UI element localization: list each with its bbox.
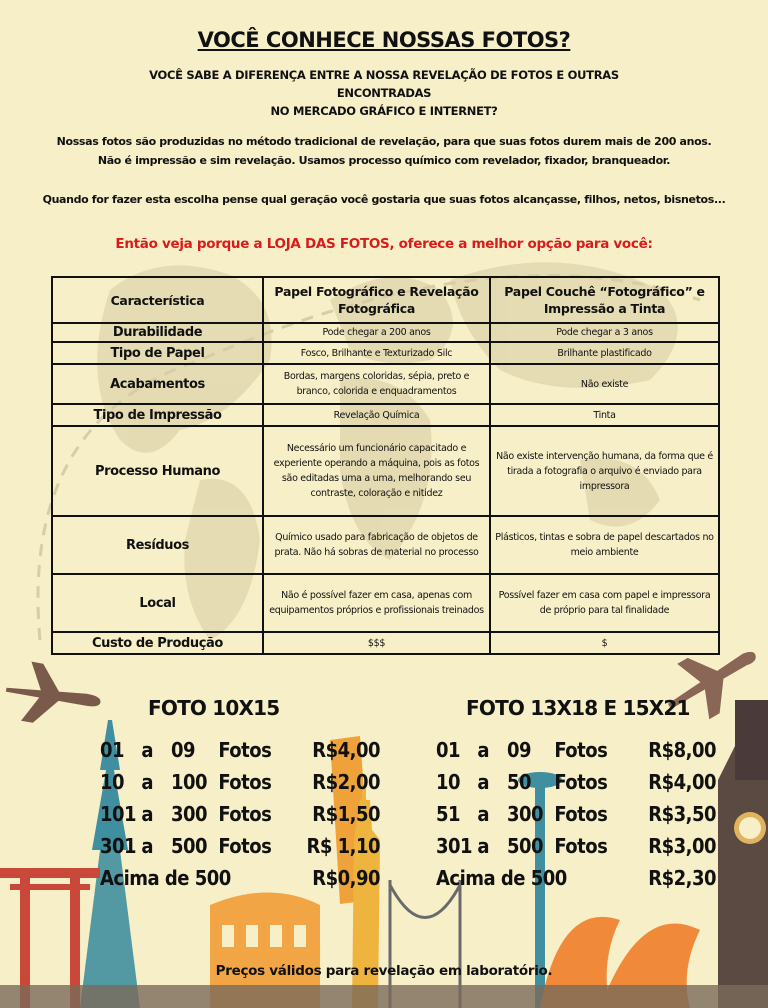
price-row	[100, 734, 380, 766]
price-row	[436, 798, 716, 830]
ink-cell: Pode chegar a 3 anos	[490, 323, 719, 342]
qty-to: 09	[506, 738, 532, 762]
table-row	[52, 364, 719, 404]
feature-cell: Acabamentos	[52, 364, 263, 404]
qty-from: 51	[436, 802, 461, 826]
qty-sep: a	[141, 834, 154, 858]
intro-line: Nossas fotos são produzidas no método tradicional de revelação, para que suas fotos durem mais de 200 anos.	[56, 135, 712, 148]
price-list-title: FOTO 10X15	[148, 696, 280, 720]
header-cell: Característica	[52, 277, 263, 323]
ink-cell: Brilhante plastificado	[490, 342, 719, 364]
qty-from: 301	[100, 834, 137, 858]
qty-to: 300	[506, 802, 544, 826]
photo-cell: Não é possível fazer em casa, apenas com equipamentos próprios e profissionais treinados	[263, 574, 490, 632]
page-title: VOCÊ CONHECE NOSSAS FOTOS?	[197, 28, 571, 52]
qty-unit: Fotos	[554, 834, 608, 858]
qty-to: 500	[170, 834, 208, 858]
highlight-callout: Então veja porque a LOJA DAS FOTOS, oferece a melhor opção para você:	[115, 236, 653, 252]
intro-paragraph	[40, 132, 728, 170]
above-label: Acima de 500	[100, 866, 231, 890]
subtitle-line: NO MERCADO GRÁFICO E INTERNET?	[270, 104, 498, 118]
price-row	[100, 798, 380, 830]
price-value: R$1,50	[312, 802, 380, 826]
price-value: R$ 1,10	[306, 834, 380, 858]
qty-sep: a	[477, 802, 490, 826]
price-row	[436, 830, 716, 862]
photo-cell: Bordas, margens coloridas, sépia, preto e branco, colorida e enquadramentos	[263, 364, 490, 404]
feature-cell: Durabilidade	[52, 323, 263, 342]
price-list-10x15	[100, 696, 380, 894]
price-row	[100, 766, 380, 798]
ink-cell: Possível fazer em casa com papel e impressora de próprio para tal finalidade	[490, 574, 719, 632]
price-value: R$4,00	[312, 738, 380, 762]
price-value: R$3,00	[648, 834, 716, 858]
qty-unit: Fotos	[218, 834, 272, 858]
qty-from: 101	[100, 802, 137, 826]
qty-unit: Fotos	[554, 738, 608, 762]
feature-cell: Tipo de Impressão	[52, 404, 263, 426]
feature-cell: Local	[52, 574, 263, 632]
qty-to: 09	[170, 738, 196, 762]
qty-sep: a	[477, 738, 490, 762]
qty-sep: a	[477, 834, 490, 858]
intro-line: Não é impressão e sim revelação. Usamos processo químico com revelador, fixador, branqueador.	[97, 154, 671, 167]
table-row	[52, 342, 719, 364]
qty-to: 100	[170, 770, 208, 794]
ink-cell: Não existe	[490, 364, 719, 404]
qty-from: 01	[436, 738, 461, 762]
qty-sep: a	[141, 802, 154, 826]
feature-cell: Tipo de Papel	[52, 342, 263, 364]
page-subtitle	[134, 66, 634, 120]
comparison-table	[51, 276, 720, 655]
qty-sep: a	[141, 738, 154, 762]
qty-from: 10	[436, 770, 461, 794]
table-row	[52, 323, 719, 342]
feature-cell: Custo de Produção	[52, 632, 263, 654]
price-list-title: FOTO 13X18 E 15X21	[466, 696, 690, 720]
price-row	[436, 766, 716, 798]
price-value: R$0,90	[312, 866, 380, 890]
price-row	[436, 734, 716, 766]
ink-cell: Plásticos, tintas e sobra de papel descartados no meio ambiente	[490, 516, 719, 574]
price-value: R$3,50	[648, 802, 716, 826]
photo-cell: $$$	[263, 632, 490, 654]
above-label: Acima de 500	[436, 866, 567, 890]
qty-sep: a	[141, 770, 154, 794]
qty-from: 301	[436, 834, 473, 858]
price-row-above	[436, 862, 716, 894]
table-row	[52, 574, 719, 632]
header-cell: Papel Couchê “Fotográfico” e Impressão a Tinta	[490, 277, 719, 323]
price-value: R$4,00	[648, 770, 716, 794]
footer-note: Preços válidos para revelação em laboratório.	[215, 963, 553, 979]
qty-unit: Fotos	[554, 802, 608, 826]
photo-cell: Necessário um funcionário capacitado e experiente operando a máquina, pois as fotos são editadas uma a uma, melhorando seu contraste, coloração e nitidez	[263, 426, 490, 516]
intro-line: Quando for fazer esta escolha pense qual geração você gostaria que suas fotos alcançasse, filhos, netos, bisnetos...	[42, 193, 726, 206]
qty-to: 300	[170, 802, 208, 826]
qty-from: 01	[100, 738, 125, 762]
qty-unit: Fotos	[554, 770, 608, 794]
table-row	[52, 426, 719, 516]
price-value: R$8,00	[648, 738, 716, 762]
price-list-13x18	[436, 696, 716, 894]
qty-unit: Fotos	[218, 770, 272, 794]
table-row	[52, 404, 719, 426]
price-row	[100, 830, 380, 862]
price-value: R$2,30	[648, 866, 716, 890]
table-row	[52, 632, 719, 654]
photo-cell: Revelação Química	[263, 404, 490, 426]
table-header-row	[52, 277, 719, 323]
qty-unit: Fotos	[218, 802, 272, 826]
feature-cell: Processo Humano	[52, 426, 263, 516]
price-row-above	[100, 862, 380, 894]
qty-to: 50	[506, 770, 532, 794]
intro-paragraph-2	[40, 190, 728, 209]
header-cell: Papel Fotográfico e Revelação Fotográfica	[263, 277, 490, 323]
qty-from: 10	[100, 770, 125, 794]
qty-to: 500	[506, 834, 544, 858]
table-row	[52, 516, 719, 574]
photo-cell: Químico usado para fabricação de objetos de prata. Não há sobras de material no processo	[263, 516, 490, 574]
ink-cell: Tinta	[490, 404, 719, 426]
price-value: R$2,00	[312, 770, 380, 794]
photo-cell: Fosco, Brilhante e Texturizado Silc	[263, 342, 490, 364]
qty-sep: a	[477, 770, 490, 794]
subtitle-line: VOCÊ SABE A DIFERENÇA ENTRE A NOSSA REVELAÇÃO DE FOTOS E OUTRAS ENCONTRADAS	[149, 68, 619, 100]
ink-cell: $	[490, 632, 719, 654]
ink-cell: Não existe intervenção humana, da forma que é tirada a fotografia o arquivo é enviado para impressora	[490, 426, 719, 516]
qty-unit: Fotos	[218, 738, 272, 762]
feature-cell: Resíduos	[52, 516, 263, 574]
photo-cell: Pode chegar a 200 anos	[263, 323, 490, 342]
